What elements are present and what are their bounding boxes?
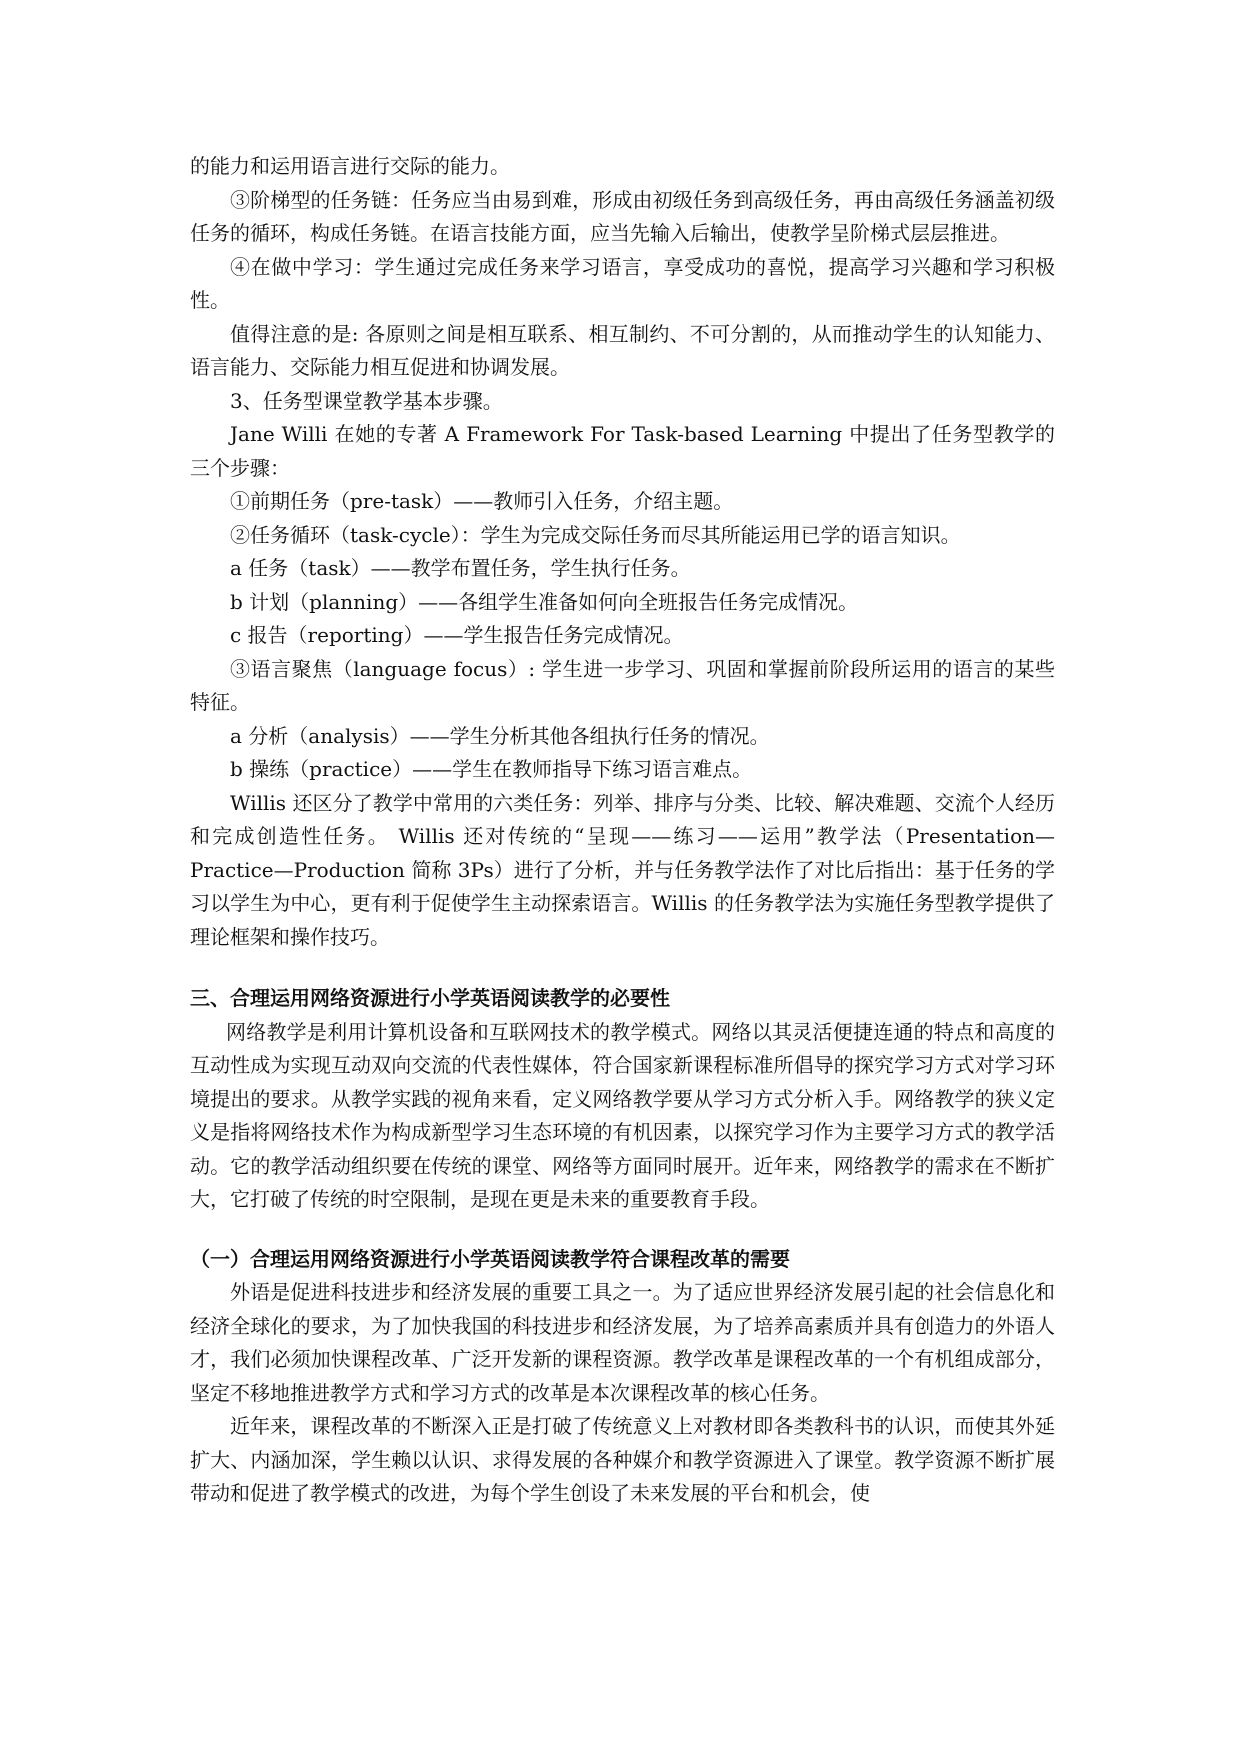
- paragraph: 的能力和运用语言进行交际的能力。: [190, 154, 510, 178]
- section-heading: 三、合理运用网络资源进行小学英语阅读教学的必要性: [190, 986, 670, 1010]
- paragraph: ③语言聚焦（language focus）: 学生进一步学习、巩固和掌握前阶段所运用的语言的某些特征。: [190, 656, 1055, 714]
- paragraph: 近年来，课程改革的不断深入正是打破了传统意义上对教材即各类教科书的认识，而使其外延扩大、内涵加深，学生赖以认识、求得发展的各种媒介和教学资源进入了课堂。教学资源不断扩展带动和促进了教学模式的改进，为每个学生创设了未来发展的平台和机会，使: [190, 1414, 1055, 1505]
- spacer: [190, 1217, 1055, 1243]
- paragraph: ③阶梯型的任务链：任务应当由易到难，形成由初级任务到高级任务，再由高级任务涵盖初级任务的循环，构成任务链。在语言技能方面，应当先输入后输出，使教学呈阶梯式层层推进。: [190, 187, 1055, 245]
- paragraph: ①前期任务（pre-task）——教师引入任务，介绍主题。: [230, 489, 734, 513]
- paragraph: ②任务循环（task-cycle）：学生为完成交际任务而尽其所能运用已学的语言知识。: [230, 522, 961, 547]
- paragraph: a 任务（task）——教学布置任务，学生执行任务。: [230, 556, 691, 580]
- document-page: [190, 150, 1055, 1511]
- spacer: [190, 954, 1055, 982]
- paragraph: Jane Willi 在她的专著 A Framework For Task-based Learning 中提出了任务型教学的三个步骤：: [190, 422, 1055, 480]
- paragraph: 3、任务型课堂教学基本步骤。: [230, 388, 503, 413]
- paragraph: a 分析（analysis）——学生分析其他各组执行任务的情况。: [230, 723, 770, 748]
- paragraph: ④在做中学习：学生通过完成任务来学习语言，享受成功的喜悦，提高学习兴趣和学习积极性。: [190, 254, 1055, 312]
- paragraph: 值得注意的是: 各原则之间是相互联系、相互制约、不可分割的，从而推动学生的认知能力、语言能力、交际能力相互促进和协调发展。: [190, 321, 1055, 379]
- subsection-heading: （一）合理运用网络资源进行小学英语阅读教学符合课程改革的需要: [190, 1246, 790, 1271]
- paragraph: b 操练（practice）——学生在教师指导下练习语言难点。: [230, 757, 753, 781]
- paragraph: b 计划（planning）——各组学生准备如何向全班报告任务完成情况。: [230, 589, 859, 614]
- paragraph: c 报告（reporting）——学生报告任务完成情况。: [230, 623, 684, 647]
- paragraph: 外语是促进科技进步和经济发展的重要工具之一。为了适应世界经济发展引起的社会信息化和经济全球化的要求，为了加快我国的科技进步和经济发展，为了培养高素质并具有创造力的外语人才，我们必须加快课程改革、广泛开发新的课程资源。教学改革是课程改革的一个有机组成部分，坚定不移地推进教学方式和学习方式的改革是本次课程改革的核心任务。: [190, 1280, 1055, 1405]
- paragraph: Willis 还区分了教学中常用的六类任务：列举、排序与分类、比较、解决难题、交流个人经历和完成创造性任务。 Willis 还对传统的“呈现——练习——运用”教学法（Presentation—Practice—Production 简称 3Ps）进行了分析，并与任务教学法作了对比后指出：基于任务的学习以学生为中心，更有利于促使学生主动探索语言。Willis 的任务教学法为实施任务型教学提供了理论框架和操作技巧。: [190, 790, 1055, 949]
- paragraph: 网络教学是利用计算机设备和互联网技术的教学模式。网络以其灵活便捷连通的特点和高度的互动性成为实现互动双向交流的代表性媒体，符合国家新课程标准所倡导的探究学习方式对学习环境提出的要求。从教学实践的视角来看，定义网络教学要从学习方式分析入手。网络教学的狭义定义是指将网络技术作为构成新型学习生态环境的有机因素，以探究学习作为主要学习方式的教学活动。它的教学活动组织要在传统的课堂、网络等方面同时展开。近年来，网络教学的需求在不断扩大，它打破了传统的时空限制，是现在更是未来的重要教育手段。: [190, 1019, 1055, 1211]
